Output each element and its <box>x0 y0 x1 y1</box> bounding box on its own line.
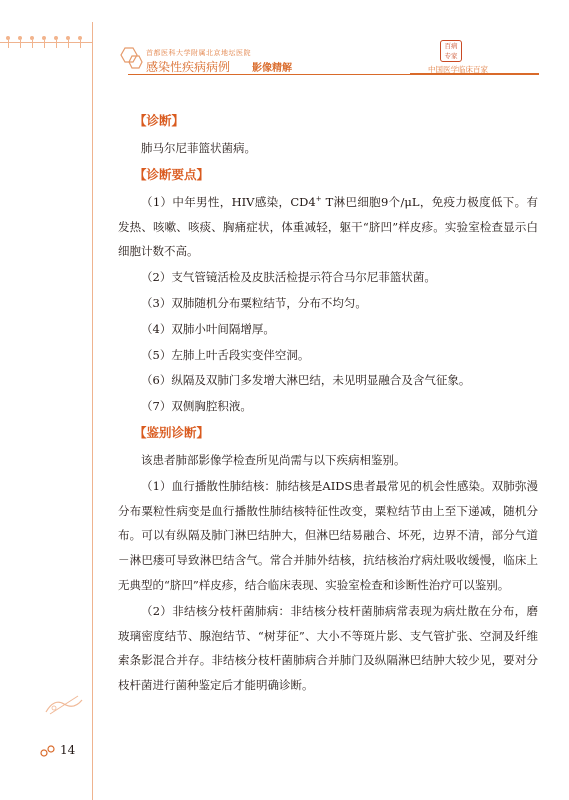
section-heading-differential: 【鉴别诊断】 <box>134 424 210 440</box>
publisher-seal <box>440 40 462 62</box>
paragraph: （2）非结核分枝杆菌肺病：非结核分枝杆菌肺病常表现为病灶散在分布，磨玻璃密度结节、腺泡结节、“树芽征”、大小不等斑片影、支气管扩张、空洞及纤维索条影混合并存。非结核分枝杆菌肺病合并肺门及纵隔淋巴结肿大较少见，要对分枝杆菌进行菌种鉴定后才能明确诊断。 <box>118 603 538 693</box>
seal-text-top: 百病 <box>444 42 458 50</box>
paragraph: 该患者肺部影像学检查所见尚需与以下疾病相鉴别。 <box>141 452 406 467</box>
page-body <box>118 108 538 699</box>
paragraph: （1）血行播散性肺结核：肺结核是AIDS患者最常见的机会性感染。双肺弥漫分布粟粒性病变是血行播散性肺结核特征性改变，粟粒结节由上至下递减，随机分布。可以有纵隔及肺门淋巴结肿大，但淋巴结易融合、坏死，边界不清，部分气道－淋巴瘘可导致淋巴结含气。常合并肺外结核，抗结核治疗病灶吸收缓慢，临床上无典型的“脐凹”样皮疹，结合临床表现、实验室检查和诊断性治疗可以鉴别。 <box>118 478 538 592</box>
paragraph-text: （1）中年男性，HIV感染，CD4 <box>141 194 316 209</box>
header-series-title: 感染性疾病病例 <box>146 60 231 74</box>
paragraph: （7）双侧胸腔积液。 <box>141 399 252 414</box>
header-institution: 首都医科大学附属北京地坛医院 <box>146 49 251 57</box>
paragraph: （5）左肺上叶舌段实变伴空洞。 <box>141 347 310 362</box>
section-heading-key-points: 【诊断要点】 <box>134 166 210 182</box>
paragraph: （6）纵隔及双肺门多发增大淋巴结，未见明显融合及含气征象。 <box>141 373 471 388</box>
paragraph: （2）支气管镜活检及皮肤活检提示符合马尔尼菲篮状菌。 <box>141 270 436 285</box>
header-series-subtitle: 影像精解 <box>252 63 292 74</box>
margin-rule <box>92 22 93 800</box>
paragraph <box>118 190 538 264</box>
note-pen-icon <box>44 692 84 718</box>
hexagon-logo-icon <box>118 46 144 70</box>
decorative-dots <box>6 36 90 50</box>
superscript: + <box>315 194 322 203</box>
paragraph: 肺马尔尼菲篮状菌病。 <box>141 141 256 155</box>
page-ornament-icon <box>40 744 56 758</box>
seal-text-bottom: 专家 <box>444 52 458 60</box>
paragraph-text-cont: T淋巴细胞9个/μL，免疫力极度低下。有发热、咳嗽、咳痰、胸痛症状，体重减轻，躯干“脐凹”样皮疹。实验室检查显示白细胞计数不高。 <box>118 194 538 259</box>
header-publisher: 中国医学临床百家 <box>428 65 488 74</box>
paragraph: （4）双肺小叶间隔增厚。 <box>141 321 275 336</box>
paragraph: （3）双肺随机分布粟粒结节，分布不均匀。 <box>141 295 367 310</box>
page-number: 14 <box>60 743 76 757</box>
section-heading-diagnosis: 【诊断】 <box>134 113 185 128</box>
